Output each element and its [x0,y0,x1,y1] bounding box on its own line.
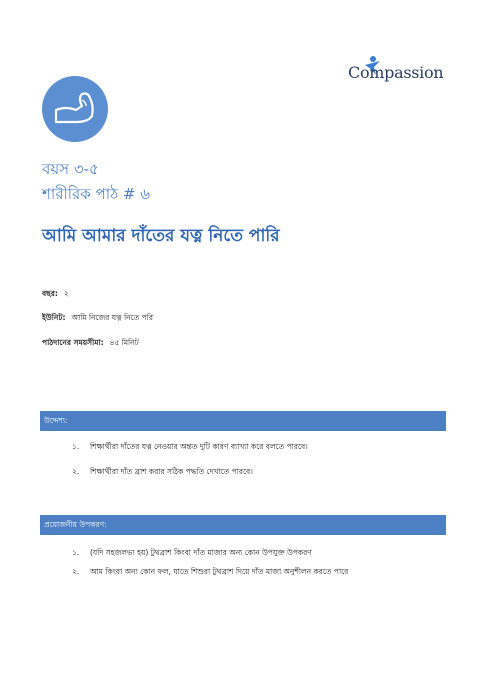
list-item [72,567,348,579]
item-number: ২. [72,467,80,476]
item-number: ২. [72,567,80,576]
time-value: ৪৫ মিনিট [109,338,139,347]
time-label: পাঠদানের সময়সীমা: [42,338,104,347]
item-number: ১. [72,442,80,451]
unit-value: আমি নিজের যত্ন নিতে পরি [71,313,153,322]
list-item [72,467,253,479]
materials-header [40,515,446,535]
year-value: ২ [63,289,69,298]
lesson-badge [42,76,108,142]
year-label: বছর: [42,289,58,298]
lesson-number: শারীরিক পাঠ # ৬ [42,185,150,203]
meta-unit [42,313,153,325]
item-number: ১. [72,548,80,557]
lesson-title: আমি আমার দাঁতের যত্ন নিতে পারি [42,226,280,246]
list-item [72,548,312,560]
unit-label: ইউনিট: [42,313,66,322]
flexed-arm-icon [42,76,108,142]
item-text: (যদি সহজলভ্য হয়) টুথব্রাশ কিংবা দাঁত মাজার অন্য কোন উপযুক্ত উপকরণ [90,548,312,557]
logo-text: Compassion [348,63,444,82]
item-text: আম কিংবা অন্য কোন ফল, যাতে শিশুরা টুথব্রাশ দিয়ে দাঁত মাজা অনুশীলন করতে পারে [90,567,349,576]
age-range: বয়স ৩-৫ [42,160,99,178]
materials-heading: প্রয়োজনীয় উপকরণ: [44,520,107,529]
list-item [72,442,308,454]
item-text: শিক্ষার্থীরা দাঁতের যত্ন নেওয়ার অন্তত দুটি কারণ ব্যাখ্যা করে বলতে পারবে। [90,442,308,451]
item-text: শিক্ষার্থীরা দাঁত ব্রাশ করার সঠিক পদ্ধতি দেখাতে পারবে। [90,467,253,476]
meta-time [42,338,139,350]
objectives-heading: উদ্দেশ্য: [44,416,68,425]
objectives-header [40,411,446,431]
meta-year [42,289,69,301]
